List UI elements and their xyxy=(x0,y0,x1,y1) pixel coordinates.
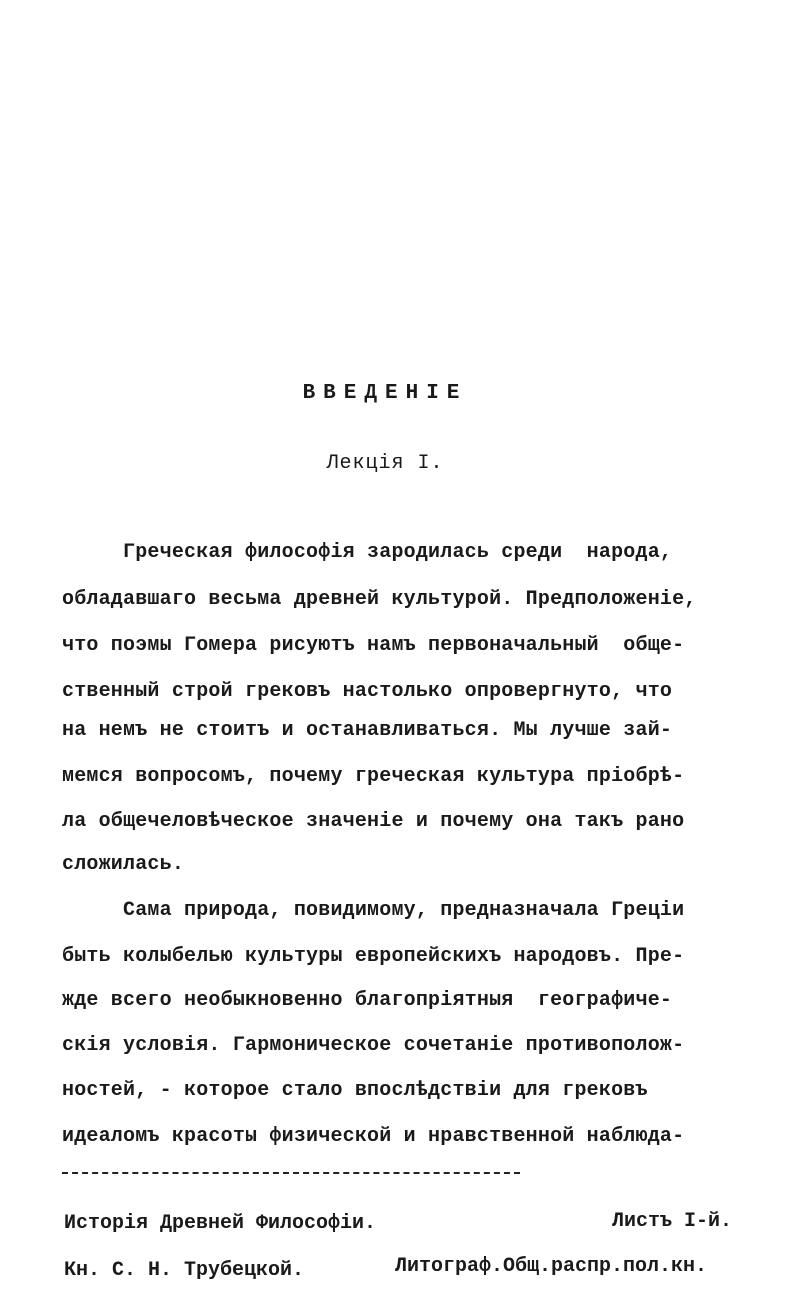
paragraph-line: быть колыбелью культуры европейскихъ народовъ. Пре- xyxy=(62,945,685,968)
paragraph-line: ла общечеловѣческое значеніе и почему она такъ рано xyxy=(62,810,685,833)
paragraph-line: ственный строй грековъ настолько опровергнуто, что xyxy=(62,680,673,703)
paragraph-line: Греческая философія зародилась среди народа, xyxy=(62,541,673,564)
footer-divider xyxy=(62,1172,520,1174)
publisher-name: Литограф.Общ.распр.пол.кн. xyxy=(395,1255,708,1278)
paragraph-line: Сама природа, повидимому, предназначала Греціи xyxy=(62,899,685,922)
course-title: Исторія Древней Философіи. xyxy=(64,1212,377,1235)
paragraph-line: обладавшаго весьма древней культурой. Предположеніе, xyxy=(62,588,697,611)
lecture-label: Лекція I. xyxy=(326,452,444,475)
paragraph-line: скія условія. Гармоническое сочетаніе противополож- xyxy=(62,1034,685,1057)
paragraph-line: мемся вопросомъ, почему греческая культура пріобрѣ- xyxy=(62,765,685,788)
author-name: Кн. С. Н. Трубецкой. xyxy=(64,1259,305,1282)
paragraph-line: идеаломъ красоты физической и нравственной наблюда- xyxy=(62,1125,685,1148)
paragraph-line: сложилась. xyxy=(62,853,185,876)
paragraph-line: что поэмы Гомера рисуютъ намъ первоначальный обще- xyxy=(62,634,685,657)
sheet-number: Листъ I-й. xyxy=(612,1210,733,1233)
paragraph-line: жде всего необыкновенно благопріятныя географиче- xyxy=(62,989,673,1012)
paragraph-line: на немъ не стоитъ и останавливаться. Мы лучше зай- xyxy=(62,719,673,742)
paragraph-line: ностей, - которое стало впослѣдствіи для грековъ xyxy=(62,1079,648,1102)
section-title: ВВЕДЕНІЕ xyxy=(302,382,468,405)
